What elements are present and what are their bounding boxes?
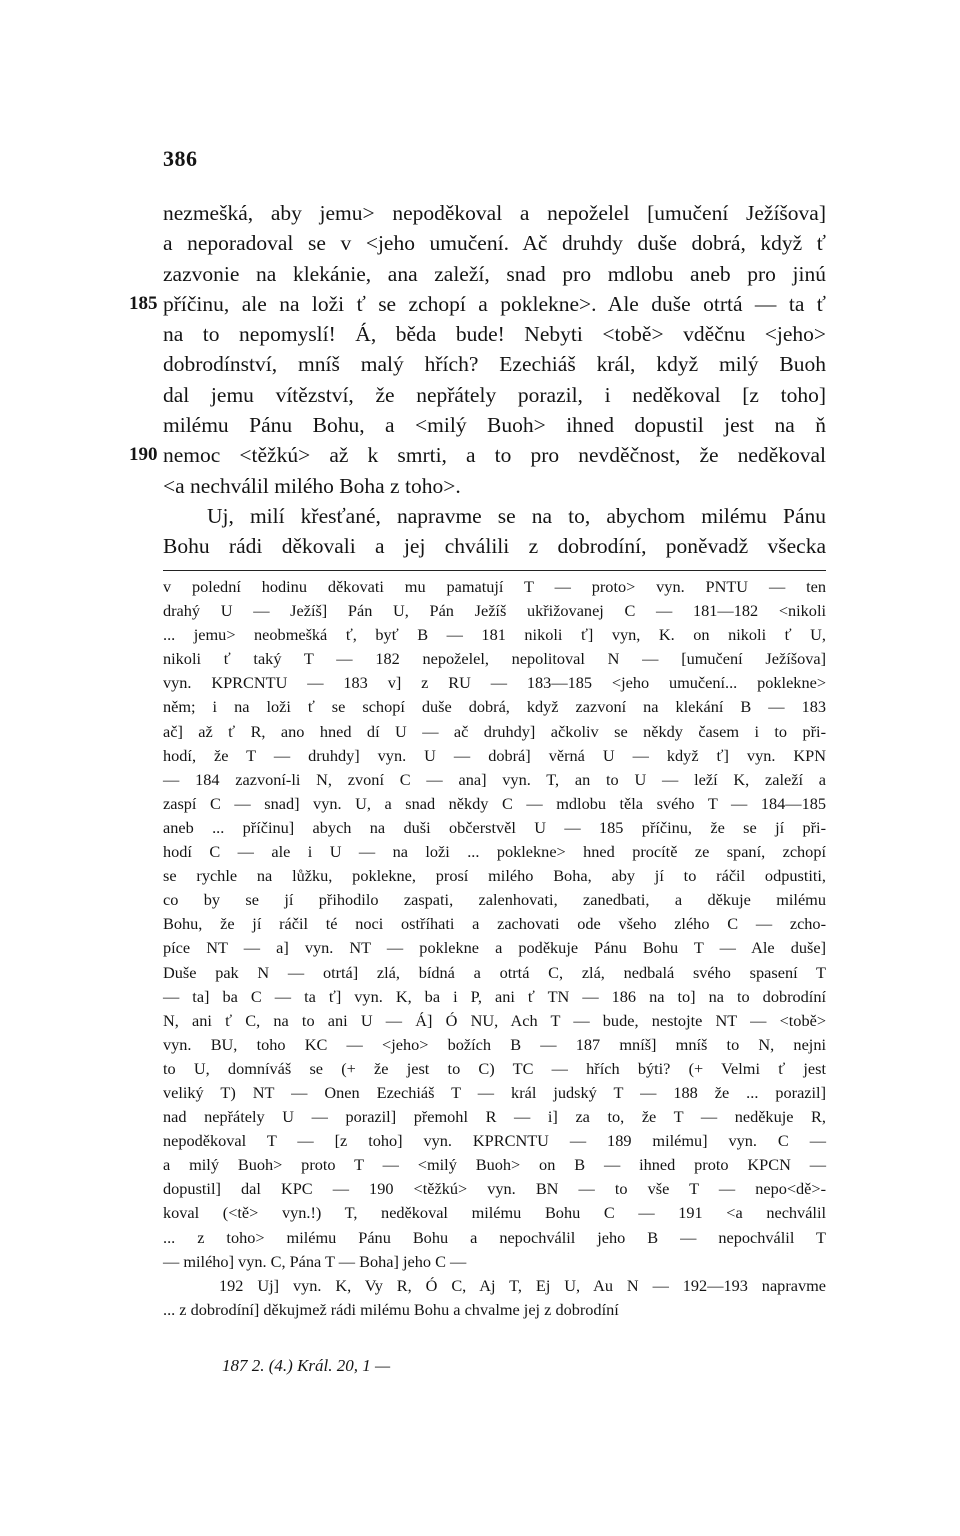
text-line-content: Bohu rádi děkovali a jej chválili z dobrodíní, poněvadž všecka: [163, 534, 826, 559]
text-line: [163, 501, 826, 531]
footnote-line: N, ani ť C, na to ani U — Á] Ó NU, Ach T — bude, nestojte NT — <tobě>: [163, 1010, 826, 1030]
footnote-line: veliký T) NT — Onen Ezechiáš T — král judský T — 188 že ... porazil]: [163, 1082, 826, 1102]
text-line: [163, 531, 826, 561]
footnote-line: píce NT — a] vyn. NT — poklekne a poděkuje Pánu Bohu T — Ale duše]: [163, 938, 826, 958]
footnote-line: zaspí C — snad] vyn. U, a snad někdy C — mdlobu těla svého T — 184—185: [163, 793, 826, 813]
text-line: [129, 289, 826, 319]
text-line-content: na to nepomyslí! Á, běda bude! Nebyti <tobě> vděčnu <jeho>: [163, 322, 826, 347]
text-line-content: nemoc <těžkú> až k smrti, a to pro nevděčnost, že neděkoval: [163, 443, 826, 468]
footnote-line: ... jemu> neobmešká ť, byť B — 181 nikoli ť] vyn, K. on nikoli ť U,: [163, 625, 826, 645]
text-line-content: nezmešká, aby jemu> nepoděkoval a nepoželel [umučení Ježíšova]: [163, 201, 826, 225]
text-line: [163, 410, 826, 440]
footnote-separator-rule: [163, 570, 826, 571]
footnote-line: nad nepřátely U — porazil] přemohl R — i] za to, že T — neděkuje R,: [163, 1107, 826, 1127]
footnote-line: Duše pak N — otrtá] zlá, bídná a otrtá C, zlá, nedbalá svého spasení T: [163, 962, 826, 982]
footnote-line: — ta] ba C — ta ť] vyn. K, ba i P, ani ť TN — 186 na to] na to dobrodíní: [163, 986, 826, 1006]
footnote-line: něm; i na loži ť se schopí duše dobrá, když zazvoní na klekání B — 183: [163, 697, 826, 717]
footnote-line: se rychle na lůžku, poklekne, prosí milého Boha, aby jí to ráčil odpustiti,: [163, 866, 826, 886]
text-line-content: příčinu, ale na loži ť se zchopí a poklekne>. Ale duše otrtá — ta ť: [163, 291, 826, 316]
line-number: 190: [129, 444, 158, 466]
footnote-line: ač] až ť R, ano hned dí U — ač druhdy] ačkoliv se někdy časem i to při-: [163, 721, 826, 741]
text-line: [163, 259, 826, 289]
main-text-block: [129, 198, 826, 562]
footnote-line: hodí, že T — druhdy] vyn. U — dobrá] věrná U — když ť] vyn. KPN: [163, 745, 826, 765]
text-line-content: <a nechválil milého Boha z toho>.: [163, 473, 461, 498]
footnote-line: ... z toho> milému Pánu Bohu a nepochválil jeho B — nepochválil T: [163, 1227, 826, 1247]
text-line: [163, 471, 826, 501]
footnote-line: to U, domníváš se (+ že jest to C) TC — hřích býti? (+ Velmi ť jest: [163, 1058, 826, 1078]
footnote-line: a milý Buoh> proto T — <milý Buoh> on B — ihned proto KPCN —: [163, 1155, 826, 1175]
text-line: [163, 380, 826, 410]
footnote-line: Bohu, že jí ráčil té noci ostříhati a zachovati ode všeho zlého C — zcho-: [163, 914, 826, 934]
line-number: 185: [129, 292, 158, 314]
footnote-line: aneb ... příčinu] abych na duši občerstvěl U — 185 příčinu, že se jí při-: [163, 817, 826, 837]
footnote-line: v polední hodinu děkovati mu pamatují T — proto> vyn. PNTU — ten: [163, 577, 826, 596]
footnote-line: nepoděkoval T — [z toho] vyn. KPRCNTU — 189 milému] vyn. C —: [163, 1131, 826, 1151]
text-line: [163, 349, 826, 379]
text-line: [163, 228, 826, 258]
footnote-line: vyn. BU, toho KC — <jeho> božích B — 187 mníš] mníš to N, nejni: [163, 1034, 826, 1054]
text-line: [163, 319, 826, 349]
footnote-line: — milého] vyn. C, Pána T — Boha] jeho C —: [163, 1251, 467, 1271]
text-line-content: Uj, milí křesťané, napravme se na to, abychom milému Pánu: [207, 503, 826, 528]
text-line: [129, 440, 826, 470]
footnote-line: hodí C — ale i U — na loži ... poklekne> hned procítě ze spaní, zchopí: [163, 842, 826, 862]
text-line-content: zazvonie na klekánie, ana zaleží, snad pro mdlobu aneb pro jinú: [163, 261, 826, 286]
footnote-line: drahý U — Ježíš] Pán U, Pán Ježíš ukřižovanej C — 181—182 <nikoli: [163, 601, 826, 621]
footnote-line: co by se jí přihodilo zaspati, zalenhovati, zanedbati, a děkuje milému: [163, 890, 826, 910]
textual-apparatus-footnotes: [163, 575, 826, 1322]
text-line-content: milému Pánu Bohu, a <milý Buoh> ihned dopustil jest na ň: [163, 413, 826, 438]
footnote-line: ... z dobrodíní] děkujmež rádi milému Bohu a chvalme jej z dobrodíní: [163, 1299, 619, 1319]
text-line-content: a neporadoval se v <jeho umučení. Ač druhdy duše dobrá, když ť: [163, 231, 826, 256]
bible-reference-note: 187 2. (4.) Král. 20, 1 —: [222, 1356, 391, 1375]
footnote-line: 192 Uj] vyn. K, Vy R, Ó C, Aj T, Ej U, Au N — 192—193 napravme: [219, 1275, 826, 1295]
footnote-line: vyn. KPRCNTU — 183 v] z RU — 183—185 <jeho umučení... poklekne>: [163, 673, 826, 693]
text-line: [163, 198, 826, 228]
text-line-content: dal jemu vítězství, že nepřátely porazil, i neděkoval [z toho]: [163, 382, 826, 407]
footnote-line: — 184 zazvoní-li N, zvoní C — ana] vyn. T, an to U — leží K, zaleží a: [163, 769, 826, 789]
footnote-line: dopustil] dal KPC — 190 <těžkú> vyn. BN — to vše T — nepo<dě>-: [163, 1179, 826, 1199]
footnote-line: koval (<tě> vyn.!) T, neděkoval milému Bohu C — 191 <a nechválil: [163, 1203, 826, 1223]
page-number: 386: [163, 146, 198, 171]
footnote-line: nikoli ť taký T — 182 nepoželel, nepolitoval N — [umučení Ježíšova]: [163, 649, 826, 669]
text-line-content: dobrodínství, mníš malý hřích? Ezechiáš král, když milý Buoh: [163, 352, 826, 377]
